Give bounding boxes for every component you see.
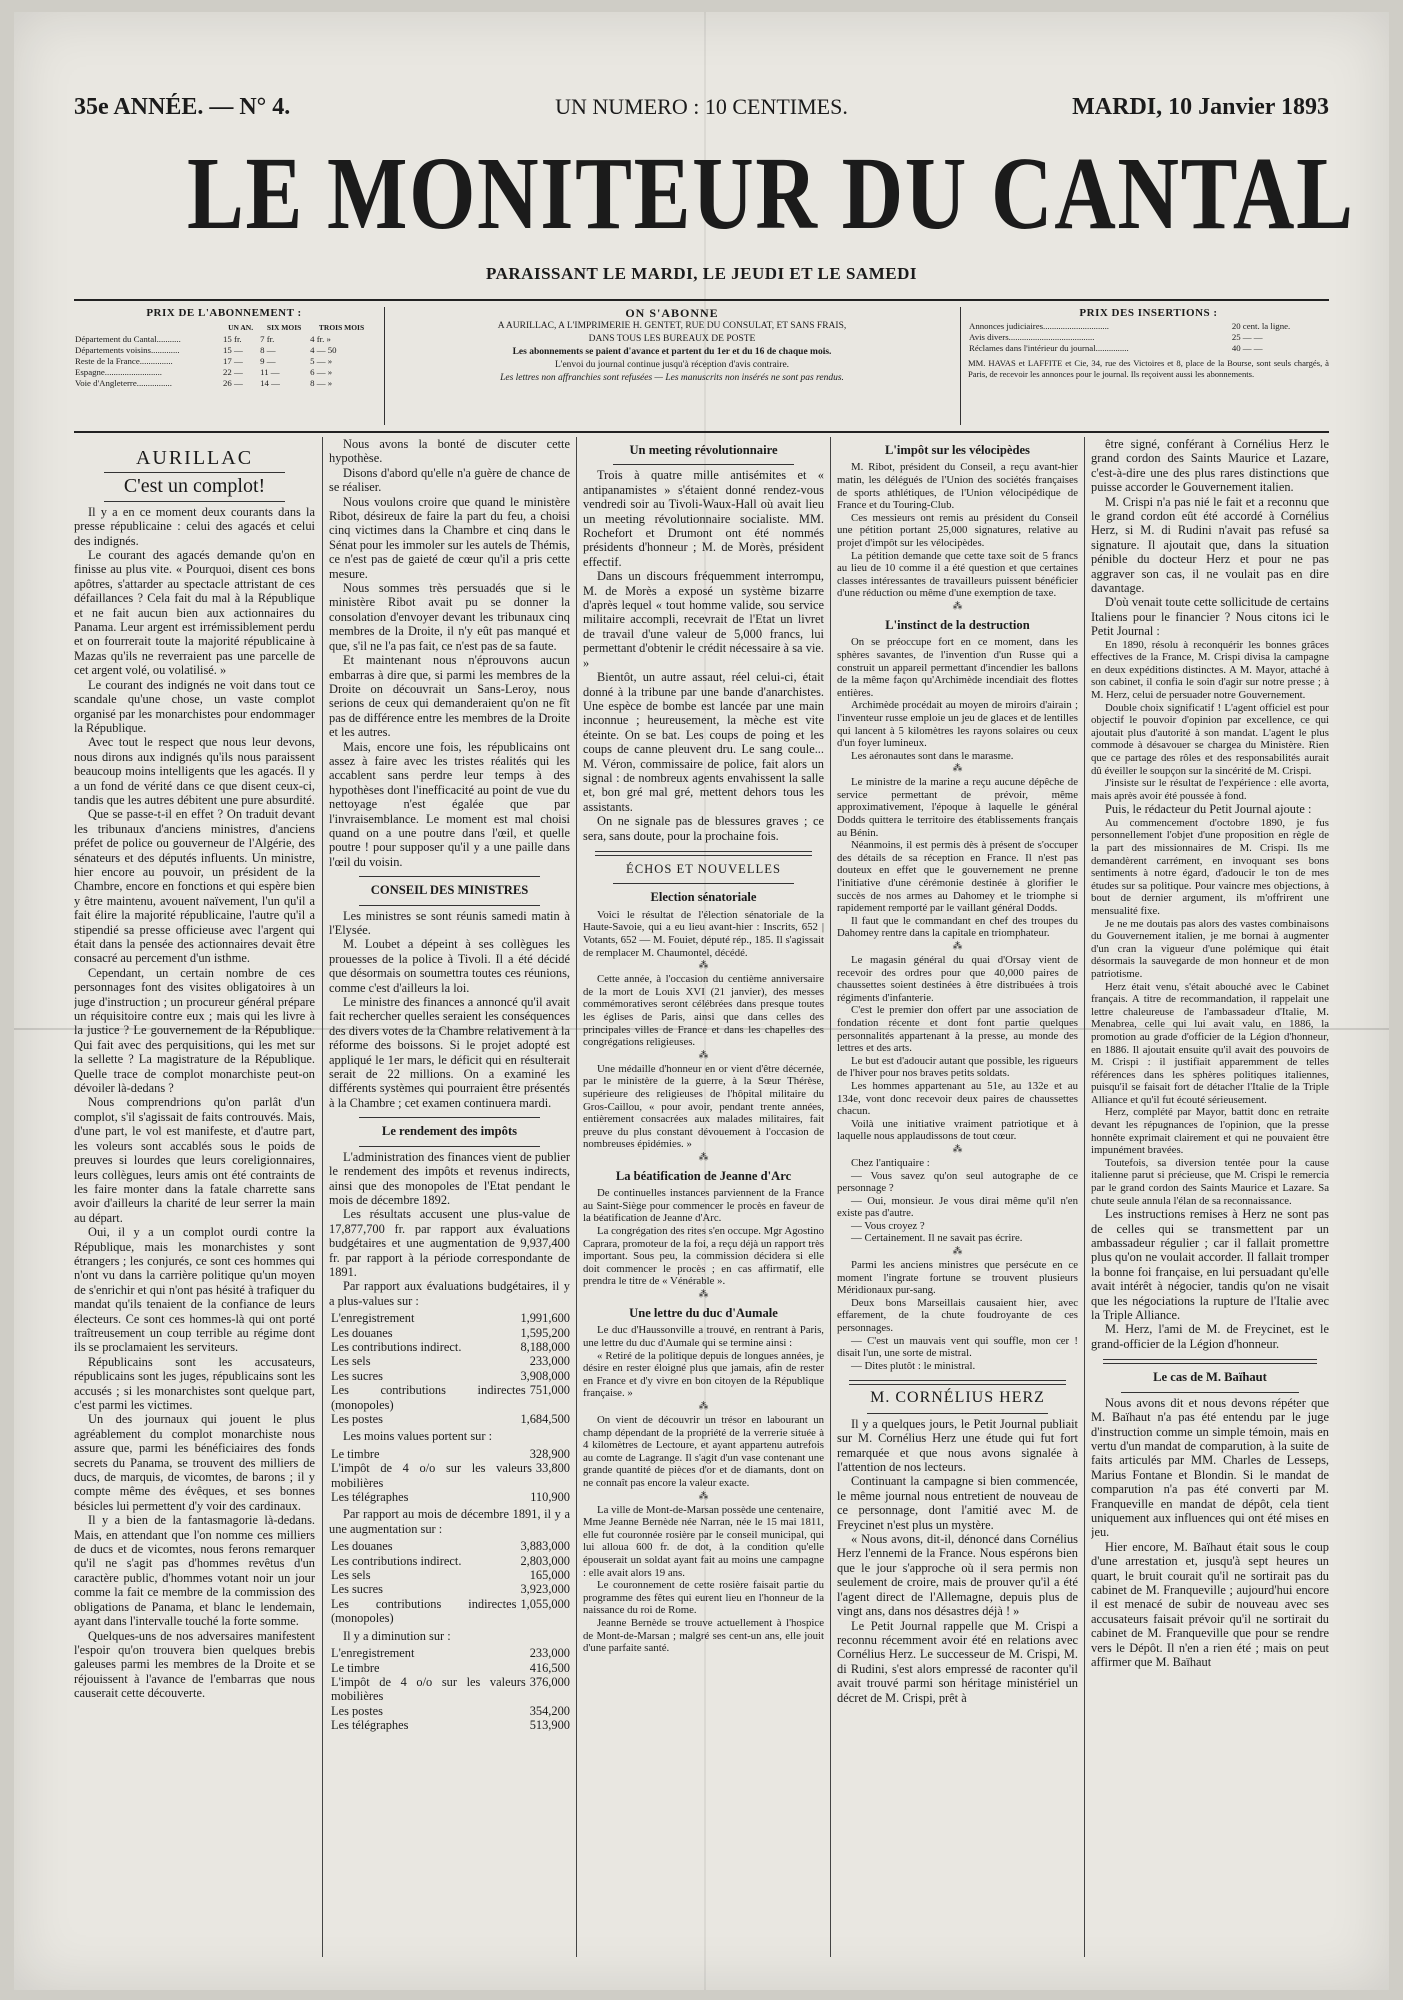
- paragraph: On vient de découvrir un trésor en labourant un champ dépendant de la propriété de la verrerie située à 4 kilomètres de Lectoure, et ayant appartenu autrefois au comte de Lagrange. Il s'agit d'un vase contenant une grande quantité de pièces d'or et de diamants, dont on ne connaît pas encore la valeur exacte.: [583, 1414, 824, 1489]
- onabonne-line: Les abonnements se paient d'avance et partent du 1er et du 16 de chaque mois.: [512, 347, 832, 357]
- list-item: Les contributions indirect. 2,803,000: [331, 1553, 570, 1568]
- paragraph: Herz était venu, s'était abouché avec le Cabinet français. A titre de recommandation, il rappelait une lettre chaleureuse de l'ambassadeur d'Italie, M. Menabrea, celle qui lui avait valu, en 1886, la promotion au grade d'officier de la Légion d'honneur, en 1886. Il ajoutait ensuite qu'il avait des pouvoirs de M. Crispi : il justifiait apparemment de telles références dans les sphères politiques italiennes, puisqu'il se faisait fort de détacher l'Italie de la Triple Alliance et qu'il fut écouté sérieusement.: [1091, 980, 1329, 1106]
- havas-notice: MM. HAVAS et LAFFITE et Cie, 34, rue des Victoires et 8, place de la Bourse, sont seuls chargés, à Paris, de recevoir les annonces pour le journal. Ils reçoivent aussi les abonnements.: [968, 358, 1329, 379]
- paragraph: Archimède procédait au moyen de miroirs d'airain ; l'inventeur russe emploie un jeu de glaces et de lentilles qui lancent à 5 kilomètres les rayons solaires ou ceux d'un foyer lumineux.: [837, 699, 1078, 750]
- list-augmentation: [329, 1539, 570, 1625]
- paragraph: Les moins values portent sur :: [343, 1429, 493, 1444]
- list-item: Les sucres 3,908,000: [331, 1368, 570, 1383]
- insertions-title: PRIX DES INSERTIONS :: [1079, 307, 1218, 319]
- info-bar: [74, 299, 1329, 433]
- list-item: Les douanes 1,595,200: [331, 1325, 570, 1340]
- asterism: ⁂: [698, 1049, 709, 1061]
- paragraph: Que se passe-t-il en effet ? On traduit devant les tribunaux d'anciens ministres, d'anciens préfet de police ou gouverneur de l'Algérie, des sénateurs et des députés influents. Un ministre, hier encore au pouvoir, un président de la Chambre, encore en fonctions et qui espère bien y être maintenu, avouent naïvement, l'un qu'il a fait élire la majorité républicaine, l'autre qu'il a stipendié sa presse officieuse avec l'argent qui était dans la pensée des actionnaires devait être consacré au percement d'un isthme.: [74, 807, 315, 966]
- headline-velocipedes: L'impôt sur les vélocipèdes: [885, 443, 1030, 457]
- paragraph: L'administration des finances vient de publier le rendement des impôts et revenus indirects, ainsi que des monopoles de l'Etat pendant le mois de décembre 1892.: [329, 1149, 570, 1207]
- paragraph: La congrégation des rites s'en occupe. Mgr Agostino Caprara, promoteur de la foi, a reçu déjà un rapport très important. Sous peu, la commission décidera si elle doit commencer le procès ; en cas affirmatif, elle prendra le titre de « Vénérable ».: [583, 1225, 824, 1288]
- paragraph: Toutefois, sa diversion tentée pour la cause italienne parut si précieuse, que M. Crispi le remercia par le grand cordon des Saints Maurice et Lazare. Sa chute seule annula l'élan de sa reconnaissance.: [1091, 1156, 1329, 1207]
- paragraph: Double choix significatif ! L'agent officiel est pour objectif le pouvoir d'opinion par excellence, ce qui ajoutait plus d'autorité à son mandat. L'agent le plus commode à désavouer se chargea du Ministère. Rien que ce partage des rôles et des responsabilités aurait dû éveiller le soupçon sur la sincérité de M. Crispi.: [1091, 701, 1329, 777]
- asterism: ⁂: [698, 1401, 709, 1412]
- column-rule: [1084, 437, 1085, 1957]
- paragraph: On se préoccupe fort en ce moment, dans les sphères savantes, de l'invention d'un Russe qui a construit un appareil permettant d'incendier les ballons de la même façon qu'Archimède incendiait des flottes entières.: [837, 636, 1078, 699]
- asterism: ⁂: [952, 941, 963, 952]
- paragraph: — C'est un mauvais vent qui souffle, mon cer ! disait l'un, une sorte de mistral.: [837, 1334, 1078, 1360]
- paragraph: Nous comprendrions qu'on parlât d'un complot, s'il s'agissait de faits controuvés. Mais, d'une part, le vol est manifeste, et d'autre part, les voleurs sont accablés sous le poids de preuves si lourdes que leurs coreligionnaires, leurs collègues, leurs amis ont été contraints de les faire monter dans la fatale charrette sans avoir d'ailleurs la charité de leur serrer la main au départ.: [74, 1095, 315, 1225]
- abo-header: TROIS MOIS: [318, 323, 365, 332]
- column-2: [329, 437, 570, 1957]
- asterism: ⁂: [952, 1143, 963, 1155]
- paragraph: La ville de Mont-de-Marsan possède une centenaire, Mme Jeanne Bernède née Narran, née le 15 mai 1811, elle fut couronnée rosière par le conseil municipal, qui lui alloua 600 fr. de dot, à la condition qu'elle épouserait un soldat ayant fait au moins une campagne : elle avait alors 19 ans.: [583, 1503, 824, 1579]
- list-diminution: [329, 1646, 570, 1732]
- paragraph: Il y a diminution sur :: [343, 1628, 451, 1643]
- paragraph: Ces messieurs ont remis au président du Conseil une pétition portant 25,000 signatures, relative au projet d'impôt sur les vélocipèdes.: [837, 511, 1078, 549]
- onabonne-box: [392, 307, 952, 425]
- column-rule: [830, 437, 831, 1957]
- paragraph: Un des journaux qui jouent le plus agréablement du complot monarchiste nous assure que, parmi les bénéficiaires des fonds secrets du Panama, se trouvent des milliers de ducs, de marquis, de vicomtes, de barons ; il y compte même des évêques, et ses bonnes bésicles lui permettent d'y voir des cardinaux.: [74, 1412, 315, 1513]
- paragraph: Hier encore, M. Baïhaut était sous le coup d'une arrestation et, jusqu'à sept heures un quart, le bruit courait qu'il ne sortirait pas du cabinet de M. Franqueville ; aujourd'hui encore il est menacé de subir de nouveau avec ses accusateurs faisait prévoir qu'il ne sortirait du cabinet de M. Franqueville que pour se rendre vers le Dépôt. Il n'en a rien été ; mais on peut affirmer que M. Baïhaut: [1091, 1539, 1329, 1669]
- abonnement-title: PRIX DE L'ABONNEMENT :: [146, 307, 302, 319]
- asterism: ⁂: [952, 763, 963, 775]
- paragraph: Le courant des indignés ne voit dans tout ce scandale qu'une chose, un vaste complot organisé par les monarchistes pour endommager la République.: [74, 677, 315, 735]
- paragraph: Voilà une initiative vraiment patriotique et à laquelle nous applaudissons de tout cœur.: [837, 1117, 1078, 1143]
- headline-aumale: Une lettre du duc d'Aumale: [629, 1306, 778, 1321]
- paragraph: Je ne me doutais pas alors des vastes combinaisons du Gouvernement italien, je me bornai à augmenter d'un cran la vigueur d'une polémique qui était désormais la sauvegarde de mon honneur et de mon patriotisme.: [1091, 917, 1329, 980]
- tagline: PARAISSANT LE MARDI, LE JEUDI ET LE SAMEDI: [486, 264, 917, 283]
- masthead-title: LE MONITEUR DU CANTAL: [186, 136, 1355, 251]
- column-rule: [322, 437, 323, 1957]
- list-item: Les sels 165,000: [331, 1568, 570, 1583]
- newspaper-page: [14, 12, 1389, 1990]
- paragraph: D'où venait toute cette sollicitude de certains Italiens pour le financier ? Nous citons ici le Petit Journal :: [1091, 595, 1329, 639]
- asterism: ⁂: [698, 1490, 709, 1502]
- insertions-box: [968, 307, 1329, 425]
- abo-header: SIX MOIS: [266, 323, 302, 332]
- paragraph: Oui, il y a un complot ourdi contre la République, mais les monarchistes y sont étrangers ; les conjurés, ce sont ces hommes qui n'ont vu dans la carrière politique qu'un moyen de s'enrichir et qui n'ont pas hésité à trafiquer du mandat qu'ils tenaient de la confiance de leurs électeurs. Ce sont ces hommes-là qui ont porté traîtreusement un coup terrible au régime dont ils se proclamaient les serviteurs.: [74, 1225, 315, 1355]
- onabonne-title: ON S'ABONNE: [625, 306, 719, 320]
- paragraph: Disons d'abord qu'elle n'a guère de chance de se réaliser.: [329, 465, 570, 495]
- list-item: L'impôt de 4 o/o sur les valeurs mobilières 33,800: [331, 1461, 570, 1490]
- divider: [1103, 1359, 1317, 1364]
- list-moins-values: [329, 1447, 570, 1505]
- paragraph: Les résultats accusent une plus-value de 17,877,700 fr. par rapport aux évaluations budgétaires et une augmentation de 9,937,400 fr. par rapport à la période correspondante de 1891.: [329, 1207, 570, 1279]
- divider: [849, 1380, 1066, 1385]
- paragraph: Le Petit Journal rappelle que M. Crispi a reconnu récemment avoir été en relations avec Cornélius Herz. Le successeur de M. Crispi, M. di Rudini, s'est alors empressé de raconter qu'il avait trouvé parmi son héritage ministériel un décret de M. Crispi, prêt à: [837, 1618, 1078, 1705]
- divider: [359, 1146, 540, 1147]
- list-item: Les postes 354,200: [331, 1703, 570, 1718]
- insertions-table: [968, 321, 1329, 354]
- headline-instinct: L'instinct de la destruction: [885, 617, 1030, 632]
- divider: [613, 464, 794, 465]
- paragraph: Nous voulons croire que quand le ministère Ribot, désireux de faire la part du feu, a choisi cinq victimes dans la Chambre et cinq dans le Sénat pour les immoler sur les autels de Thémis, ce n'est pas de gaieté de cœur qu'il a pris cette mesure.: [329, 494, 570, 581]
- paragraph: Cependant, un certain nombre de ces personnages font des visites obligatoires à un juge d'instruction ; un procureur général prépare un réquisitoire contre eux ; mais qui les livre à la justice ? Le gouvernement de la République. Qui fait avec des perquisitions, qui les met sur la sellette ? La magistrature de la République. Quelle trace de complot monarchiste peut-on dévoiler là-dedans ?: [74, 965, 315, 1096]
- paragraph: Nous avons dit et nous devons répéter que M. Baïhaut n'a pas été entendu par le juge d'instruction comme un simple témoin, mais en vertu d'un mandat de comparution, à la suite de faits articulés par MM. Charles de Lesseps, Marius Fontane et Blondin. Si le mandat de comparution n'a pas été converti par M. Franqueville en mandat de dépôt, cela tient uniquement aux influences qui ont été mises en jeu.: [1091, 1395, 1329, 1540]
- list-item: Les contributions indirectes (monopoles) 1,055,000: [331, 1596, 570, 1626]
- issue-date: MARDI, 10 Janvier 1893: [1072, 94, 1329, 120]
- list-item: Les douanes 3,883,000: [331, 1539, 570, 1554]
- paragraph: C'est le premier don offert par une association de fondation récente et dont font partie quelques personnalités appartenant à la presse, au monde des lettres et des arts.: [837, 1004, 1078, 1055]
- paragraph: La pétition demande que cette taxe soit de 5 francs au lieu de 10 comme il a été question et que certaines classes intéressantes de travailleurs puissent bénéficier d'une réduction ou même d'une exemption de taxe.: [837, 549, 1078, 600]
- ins-row: Annonces judiciaires.............................. 20 cent. la ligne.: [969, 321, 1291, 331]
- list-item: Les sels 233,000: [331, 1354, 570, 1369]
- paragraph: — Dites plutôt : le ministral.: [851, 1359, 976, 1372]
- paragraph: Le ministre des finances a annoncé qu'il avait fait rechercher quelles seraient les conséquences des divers votes de la Chambre relativement à la réforme des boissons. Si le projet adopté est appliqué le 1er mars, le déficit qui en résulterait serait de 22 millions. On a examiné les différents systèmes qui pourraient être présentés à la Chambre ; cet examen continuera mardi.: [329, 995, 570, 1110]
- headline-impots: Le rendement des impôts: [381, 1124, 518, 1139]
- list-item: Les contributions indirect. 8,188,000: [331, 1339, 570, 1354]
- paragraph: Le courant des agacés demande qu'on en finisse au plus vite. « Pourquoi, disent ces bons apôtres, s'attarder au spectacle attristant de ces défaillances ? Cela fait du mal à la République et ne fait aucun bien aux actionnaires du Panama. Leur argent est irrémissiblement perdu et on fourrerait toute la majorité républicaine à Mazas qu'ils ne reverraient pas une parcelle de cet argent volé, ou volatilisé. »: [74, 548, 315, 678]
- list-item: Le timbre 328,900: [331, 1446, 570, 1461]
- header-topline: [74, 94, 1329, 124]
- divider: [104, 472, 285, 473]
- divider: [1121, 1392, 1299, 1393]
- paragraph: Nous sommes très persuadés que si le ministère Ribot avait pu se donner la consolation d'envoyer devant les tribunaux cinq membres de la Droite, il n'y eût pas manqué et que, s'il ne l'a pas fait, ce n'est pas de sa faute.: [329, 581, 570, 653]
- paragraph: « Retiré de la politique depuis de longues années, je désire en rester éloigné plus que jamais, afin de rester en France et d'y vivre en bon citoyen de la République française. »: [583, 1349, 824, 1400]
- divider: [613, 883, 794, 884]
- paragraph: Néanmoins, il est permis dès à présent de s'occuper des détails de sa réception en France. Il n'est pas douteux en effet que le gouvernement ne prenne l'initiative d'une cérémonie destinée à glorifier le succès de nos armes au Dahomey et le triomphe si rapidement remporté par le vaillant général Dodds.: [837, 839, 1078, 915]
- divider: [595, 851, 812, 856]
- section-title-aurillac: AURILLAC: [135, 447, 254, 469]
- headline-meeting: Un meeting révolutionnaire: [629, 443, 778, 457]
- divider: [104, 501, 285, 502]
- paragraph: Cette année, à l'occasion du centième anniversaire de la mort de Louis XVI (21 janvier), des messes commémoratives seront célébrées dans presque toutes les églises de Paris, ainsi que dans celles des principales villes de France et dans les chapelles des congrégations religieuses.: [583, 973, 824, 1049]
- asterism: ⁂: [952, 1246, 963, 1258]
- column-3: [583, 437, 824, 1957]
- column-4: [837, 437, 1078, 1957]
- paragraph: Dans un discours fréquemment interrompu, M. de Morès a exposé un système bizarre d'après lequel « tout homme valide, sou service militaire accompli, recevrait de l'Etat un livret de travail d'une valeur de 5,000 francs, lui permettant d'obtenir le crédit nécessaire à sa vie. »: [583, 569, 824, 670]
- abo-row: Reste de la France............... 17 — 9 — 5 — »: [75, 356, 333, 366]
- paragraph: — Certainement. Il ne savait pas écrire.: [851, 1232, 1023, 1245]
- paragraph: Les aéronautes sont dans le marasme.: [851, 749, 1014, 762]
- headline-conseil: CONSEIL DES MINISTRES: [370, 883, 529, 898]
- paragraph: Puis, le rédacteur du Petit Journal ajoute :: [1105, 802, 1312, 817]
- paragraph: être signé, conférant à Cornélius Herz le grand cordon des Saints Maurice et Lazare, c'est-à-dire une des plus rares distinctions que puisse accorder le Gouvernement italien.: [1091, 437, 1329, 495]
- headline-herz: M. CORNÉLIUS HERZ: [870, 1389, 1045, 1407]
- paragraph: Les hommes appartenant au 51e, au 132e et au 134e, vont donc recevoir deux paires de chaussettes chacun.: [837, 1079, 1078, 1118]
- paragraph: Bientôt, un autre assaut, réel celui-ci, était donné à la tribune par une bande d'anarchistes. Une espèce de bombe est lancée par une main inconnue ; heureusement, la mèche est vite éteinte. On se bat. Les coups de poing et les coups de canne pleuvent dru. Le sang coule... M. Véron, commissaire de police, fait alors un signal : de nombreux agents envahissent la salle et, bon gré mal gré, mettent dehors tous les assistants.: [583, 670, 824, 814]
- paragraph: Il y a quelques jours, le Petit Journal publiait sur M. Cornélius Herz une étude qui fut fort remarquée et que nous avons signalée à l'attention de nos lecteurs.: [837, 1416, 1078, 1475]
- paragraph: Voici le résultat de l'élection sénatoriale de la Haute-Savoie, qui a eu lieu avant-hier : Inscrits, 652 | Votants, 652 — M. Fouiet, député rép., 185. Il s'agissait de remplacer M. Chaumontel, décédé.: [583, 908, 824, 959]
- paragraph: Par rapport au mois de décembre 1891, il y a une augmentation sur :: [329, 1507, 570, 1536]
- paragraph: M. Ribot, président du Conseil, a reçu avant-hier matin, les délégués de l'Union des sociétés françaises de sports athlétiques, de l'Union vélocipédique de France et du Touring-Club.: [837, 461, 1078, 512]
- paragraph: Le duc d'Haussonville a trouvé, en rentrant à Paris, une lettre du duc d'Aumale qui se termine ainsi :: [583, 1324, 824, 1350]
- paragraph: Les ministres se sont réunis samedi matin à l'Elysée.: [329, 908, 570, 937]
- paragraph: M. Crispi n'a pas nié le fait et a reconnu que le grand cordon eût été accordé à Cornélius Herz, si M. di Rudini n'avait pas refusé sa signature. Il ajoutait que, dans la situation pénible du docteur Herz et pour ne pas aggraver son cas, il ne voulait pas en dire davantage.: [1091, 494, 1329, 596]
- asterism: ⁂: [952, 600, 963, 612]
- list-item: L'impôt de 4 o/o sur les valeurs mobilières 376,000: [331, 1674, 570, 1704]
- issue-price: UN NUMERO : 10 CENTIMES.: [555, 94, 848, 119]
- paragraph: Il faut que le commandant en chef des troupes du Dahomey rentre dans la capitale en triomphateur.: [837, 914, 1078, 940]
- onabonne-line: L'envoi du journal continue jusqu'à réception d'avis contraire.: [554, 360, 790, 370]
- paragraph: Avec tout le respect que nous leur devons, nous dirons aux indignés qu'ils nous paraissent beaucoup moins intelligents que les agacés. Il y a un fond de vérité dans ce que disent ceux-ci, tandis que les autres débitent une pure absurdité.: [74, 735, 315, 807]
- paragraph: Quelques-uns de nos adversaires manifestent l'espoir qu'on trouvera bien quelques brebis galeuses parmi les membres de la Droite et se réjouissent à l'avance de l'embarras que nous causerait cette découverte.: [74, 1628, 315, 1701]
- paragraph: — Oui, monsieur. Je vous dirai même qu'il n'en existe pas d'autre.: [837, 1194, 1078, 1220]
- year-issue: 35e ANNÉE. — N° 4.: [74, 94, 291, 120]
- divider: [867, 1413, 1048, 1414]
- paragraph: En 1890, résolu à reconquérir les bonnes grâces effectives de la France, M. Crispi divisa la campagne en deux expéditions distinctes. A M. Mayor, attaché à son cabinet, il confia le soin d'agir sur notre presse ; à M. Herz, celui de persuader notre Gouvernement.: [1091, 638, 1329, 702]
- onabonne-line: A AURILLAC, A L'IMPRIMERIE H. GENTET, RUE DU CONSULAT, ET SANS FRAIS,: [497, 321, 847, 331]
- divider: [359, 1117, 540, 1118]
- paragraph: On ne signale pas de blessures graves ; ce sera, sans doute, pour la prochaine fois.: [583, 814, 824, 843]
- column-5: [1091, 437, 1329, 1957]
- divider: [359, 876, 540, 877]
- abo-row: Voie d'Angleterre................ 26 — 14 — 8 — »: [75, 378, 333, 388]
- headline-complot: C'est un complot!: [123, 475, 266, 498]
- paragraph: Nous avons la bonté de discuter cette hypothèse.: [329, 437, 570, 466]
- onabonne-line: DANS TOUS LES BUREAUX DE POSTE: [588, 334, 756, 344]
- paragraph: Il y a en ce moment deux courants dans la presse républicaine : celui des agacés et celui des indignés.: [74, 504, 315, 548]
- list-item: Le timbre 416,500: [331, 1660, 570, 1675]
- ins-row: Avis divers....................................... 25 — —: [969, 332, 1263, 342]
- paragraph: Continuant la campagne si bien commencée, le même journal nous entretient de nouveau de ce personnage, dont l'amitié avec M. de Freycinet n'est plus un mystère.: [837, 1474, 1078, 1532]
- column-1: [74, 437, 315, 1957]
- divider: [359, 905, 540, 906]
- paragraph: Par rapport aux évaluations budgétaires, il y a plus-values sur :: [329, 1279, 570, 1308]
- paragraph: Trois à quatre mille antisémites et « antipanamistes » s'étaient donné rendez-vous vendredi soir au Tivoli-Waux-Hall où avait lieu un meeting révolutionnaire socialiste. MM. Rochefort et Drumont ont été nommés présidents d'honneur ; M. de Morès, président effectif.: [583, 468, 824, 569]
- paragraph: Jeanne Bernède se trouve actuellement à l'hospice de Mont-de-Marsan ; malgré ses cent-un ans, elle jouit d'une parfaite santé.: [583, 1616, 824, 1655]
- paragraph: Chez l'antiquaire :: [851, 1156, 930, 1169]
- paragraph: Le couronnement de cette rosière faisait partie du programme des fêtes qui eurent lieu en l'honneur de la naissance du roi de Rome.: [583, 1579, 824, 1617]
- info-separator: [960, 307, 961, 425]
- headline-echos: ÉCHOS ET NOUVELLES: [626, 861, 781, 876]
- paragraph: Une médaille d'honneur en or vient d'être décernée, par le ministère de la guerre, à la Sœur Thérèse, supérieure des religieuses de l'hôpital militaire du Gros-Caillou, « pour avoir, pendant trente années, entièrement consacrées aux malades militaires, fait preuve du plus constant dévouement à l'occasion de nombreuses épidémies. »: [583, 1062, 824, 1151]
- abo-row: Espagne.......................... 22 — 11 — 6 — »: [75, 367, 333, 377]
- paragraph: « Nous avons, dit-il, dénoncé dans Cornélius Herz l'ennemi de la France. Nous espérons bien que le jour s'approche où il sera permis non seulement de croire, mais de prouver qu'il a été l'agent direct de l'Allemagne, depuis plus de vingt ans, dans nos désastres déjà ! »: [837, 1532, 1078, 1619]
- paragraph: — Vous croyez ?: [851, 1219, 925, 1232]
- list-item: Les télégraphes 110,900: [331, 1490, 570, 1505]
- paragraph: — Vous savez qu'on seul autographe de ce personnage ?: [837, 1169, 1078, 1195]
- paragraph: Mais, encore une fois, les républicains ont assez à faire avec les tristes réalités qui les accablent sans perdre leur temps à des hypothèses dont l'inefficacité au point de vue du nettoyage n'est égalée que par l'invraisemblance. Le moment est mal choisi quand on a une poutre dans l'œil, et quelle poutre ! pour supposer qu'il y a une paille dans l'œil du voisin.: [329, 739, 570, 869]
- paragraph: Deux bons Marseillais causaient hier, avec effarement, de la chute foudroyante de ces personnages.: [837, 1296, 1078, 1335]
- abo-row: Département du Cantal........... 15 fr. 7 fr. 4 fr. »: [75, 334, 331, 344]
- list-item: Les contributions indirectes (monopoles) 751,000: [331, 1383, 570, 1412]
- paragraph: Le ministre de la marine a reçu aucune dépêche de service permettant de prévoir, même approximativement, l'époque à laquelle le général Dodds quittera le territoire des établissements français au Bénin.: [837, 776, 1078, 839]
- list-item: Les télégraphes 513,900: [331, 1718, 570, 1733]
- info-separator: [384, 307, 385, 425]
- asterism: ⁂: [698, 1289, 709, 1301]
- abo-header: [74, 321, 222, 334]
- headline-beatification: La béatification de Jeanne d'Arc: [615, 1168, 792, 1183]
- list-item: Les postes 1,684,500: [331, 1412, 570, 1426]
- paragraph: Républicains sont les accusateurs, républicains sont les juges, républicains sont les accusés ; si les monarchistes sont quelque part, c'est parmi les victimes.: [74, 1354, 315, 1412]
- headline-election: Election sénatoriale: [650, 890, 757, 905]
- list-item: L'enregistrement 1,991,600: [331, 1311, 570, 1326]
- paragraph: Et maintenant nous n'éprouvons aucun embarras à dire que, si parmi les membres de la Droite on découvrait un Sans-Leroy, nous serions de ceux qui demanderaient qu'on ne fît pas de différence entre les membres de la Droite et les autres.: [329, 653, 570, 740]
- abonnement-table: [74, 321, 374, 389]
- paragraph: Parmi les anciens ministres que persécute en ce moment l'ingrate fortune se trouvent plusieurs Méridionaux pur-sang.: [837, 1259, 1078, 1297]
- list-plus-values: [329, 1311, 570, 1426]
- paragraph: Il y a bien de la fantasmagorie là-dedans. Mais, en attendant que l'on nomme ces milliers de ducs et de vicomtes, nous ferons remarquer qu'il ne s'agit pas d'hommes revêtus d'un caractère public, d'hommes votant noir un jour comme la fait ce membre de la commission des obligations de Panama, et blanc le lendemain, ayant dans l'intervalle touché la forte somme.: [74, 1513, 315, 1629]
- onabonne-line: Les lettres non affranchies sont refusées — Les manuscrits non insérés ne sont pas rendus.: [500, 373, 844, 383]
- article-columns: [74, 437, 1329, 1957]
- headline-baihaut: Le cas de M. Baïhaut: [1153, 1370, 1267, 1385]
- column-rule: [576, 437, 577, 1957]
- paragraph: Les instructions remises à Herz ne sont pas de celles qui se transmettent par un ambassadeur régulier ; car il fallait promettre plus qu'on ne voulait accorder. Il fallait tromper la bonne foi française, en lui persuadant qu'elle avait intérêt à négocier, tandis qu'on ne visait que les négociations la rupture de l'Italie avec la Triple Alliance.: [1091, 1207, 1329, 1323]
- paragraph: M. Herz, l'ami de M. de Freycinet, est le grand-officier de la Légion d'honneur.: [1091, 1322, 1329, 1351]
- abonnement-box: [74, 307, 374, 425]
- asterism: ⁂: [698, 960, 709, 972]
- paragraph: J'insiste sur le résultat de l'expérience : elle avorta, mais après avoir été poussée à fond.: [1091, 777, 1329, 802]
- paragraph: De continuelles instances parviennent de la France au Saint-Siège pour commencer le procès en faveur de la béatification de Jeanne d'Arc.: [583, 1187, 824, 1225]
- ins-row: Réclames dans l'intérieur du journal............... 40 — —: [969, 343, 1263, 353]
- abo-header: UN AN.: [228, 323, 254, 332]
- paragraph: Le magasin général du quai d'Orsay vient de recevoir des ordres pour que 40,000 paires de chaussettes soient destinées à être distribuées à trois régiments d'infanterie.: [837, 954, 1078, 1004]
- paragraph: Le but est d'adoucir autant que possible, les rigueurs de l'hiver pour nos braves petits soldats.: [837, 1054, 1078, 1080]
- paragraph: Au commencement d'octobre 1890, je fus personnellement l'objet d'une proposition en règle de la part des missionnaires de M. Crispi. Ils me demandèrent carrément, en invoquant ses bons sentiments à notre égard, d'adoucir le ton de mes études sur sa politique. Pour vaincre mes objections, à bout de dernier argument, ils m'offrirent une mensualité fixe.: [1091, 816, 1329, 917]
- list-item: Les sucres 3,923,000: [331, 1582, 570, 1597]
- abo-row: Départements voisins............. 15 — 8 — 4 — 50: [75, 345, 337, 355]
- paragraph: M. Loubet a dépeint à ses collègues les prouesses de la police à Tivoli. Il a été décidé que désormais on soumettra toutes ces réunions, comme c'est d'ailleurs la loi.: [329, 937, 570, 995]
- paragraph: Herz, complété par Mayor, battit donc en retraite devant les répugnances de l'opinion, que la presse honnête exprimait clairement et qui ne pouvaient être impunément bravées.: [1091, 1106, 1329, 1157]
- list-item: L'enregistrement 233,000: [331, 1646, 570, 1661]
- asterism: ⁂: [698, 1151, 709, 1163]
